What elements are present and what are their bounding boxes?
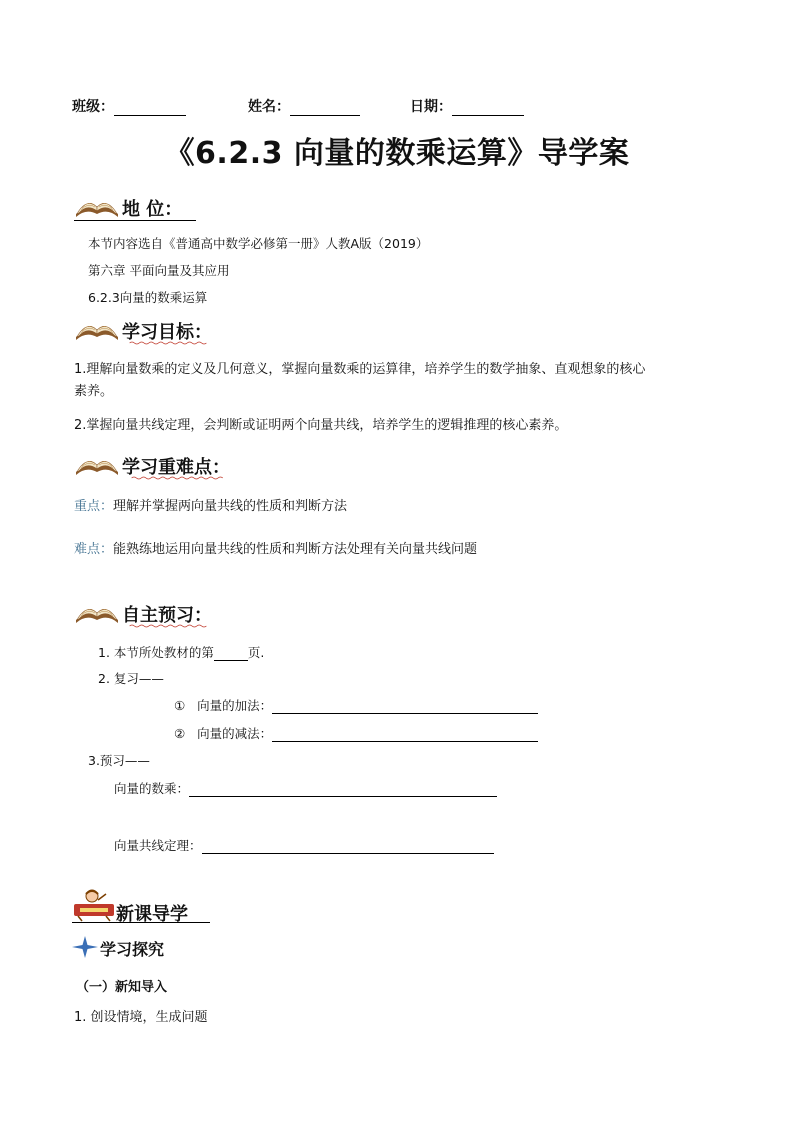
section-goals-title: 学习目标： <box>122 322 212 343</box>
section-position-heading <box>74 194 198 222</box>
goal-item-1-cont: 素养。 <box>74 384 114 399</box>
open-book-icon <box>74 194 120 218</box>
difficulty-text: 能熟练地运用向量共线的性质和判断方法处理有关向量共线问题 <box>113 542 478 557</box>
section-key-title: 学习重难点： <box>122 457 230 478</box>
collinear-theorem-blank[interactable] <box>202 840 494 854</box>
heading-underline <box>72 922 210 923</box>
preview-q3: 3.预习—— <box>88 753 150 768</box>
position-line-2: 第六章 平面向量及其应用 <box>88 263 230 278</box>
difficulty-row <box>74 538 477 557</box>
preview-q1 <box>98 643 264 661</box>
goal-item-1: 1.理解向量数乘的定义及几何意义，掌握向量数乘的运算律，培养学生的数学抽象、直观想象的核心 <box>74 362 646 377</box>
position-line-3: 6.2.3向量的数乘运算 <box>88 290 208 305</box>
preview-q2: 2. 复习—— <box>98 671 164 686</box>
sub-heading: 学习探究 <box>100 940 165 959</box>
sub-heading-row <box>72 936 212 960</box>
section-preview-title: 自主预习： <box>122 605 212 626</box>
new-item-1: 1. 创设情境，生成问题 <box>74 1010 208 1025</box>
position-line-1: 本节内容选自《普通高中数学必修第一册》人教A版（2019） <box>88 236 429 251</box>
squiggle-underline <box>120 341 216 345</box>
heading-underline <box>74 220 196 221</box>
focus-label: 重点： <box>74 499 114 514</box>
scalar-mult-label: 向量的数乘： <box>114 781 190 796</box>
part-heading: （一）新知导入 <box>76 980 168 995</box>
preview-q3-b <box>114 836 494 854</box>
collinear-theorem-label: 向量共线定理： <box>114 838 202 853</box>
open-book-icon <box>74 317 120 341</box>
name-label: 姓名： <box>248 99 290 115</box>
squiggle-underline <box>120 476 236 480</box>
class-blank[interactable] <box>114 101 186 116</box>
addition-label: 向量的加法： <box>197 698 273 713</box>
cartoon-character-icon <box>72 888 116 922</box>
section-preview-heading <box>74 600 218 628</box>
page-number-blank[interactable] <box>214 647 248 661</box>
q1-prefix: 1. 本节所处教材的第 <box>98 645 214 660</box>
goal-item-2: 2.掌握向量共线定理，会判断或证明两个向量共线，培养学生的逻辑推理的核心素养。 <box>74 418 568 433</box>
circled-one: ① <box>174 698 186 713</box>
focus-row <box>74 495 347 514</box>
squiggle-underline <box>120 624 216 628</box>
name-blank[interactable] <box>290 101 360 116</box>
section-new-heading <box>72 888 212 924</box>
scalar-mult-blank[interactable] <box>189 783 497 797</box>
name-field <box>248 96 360 116</box>
open-book-icon <box>74 452 120 476</box>
difficulty-label: 难点： <box>74 542 114 557</box>
circled-two: ② <box>174 726 186 741</box>
section-key-heading <box>74 452 238 480</box>
four-point-star-icon <box>72 936 98 958</box>
preview-q3-a <box>114 779 497 797</box>
addition-blank[interactable] <box>272 700 538 714</box>
section-goals-heading <box>74 317 218 345</box>
date-label: 日期： <box>410 99 452 115</box>
page-title: 《6.2.3 向量的数乘运算》导学案 <box>164 136 630 171</box>
preview-q2-b <box>174 724 538 742</box>
class-field <box>72 96 186 116</box>
class-label: 班级： <box>72 99 114 115</box>
preview-q2-a <box>174 696 538 714</box>
section-position-title: 地 位： <box>122 199 183 220</box>
section-new-title: 新课导学 <box>116 904 188 925</box>
focus-text: 理解并掌握两向量共线的性质和判断方法 <box>113 499 348 514</box>
subtraction-label: 向量的减法： <box>197 726 273 741</box>
date-field <box>410 96 524 116</box>
date-blank[interactable] <box>452 101 524 116</box>
q1-suffix: 页. <box>247 645 265 660</box>
subtraction-blank[interactable] <box>272 728 538 742</box>
open-book-icon <box>74 600 120 624</box>
